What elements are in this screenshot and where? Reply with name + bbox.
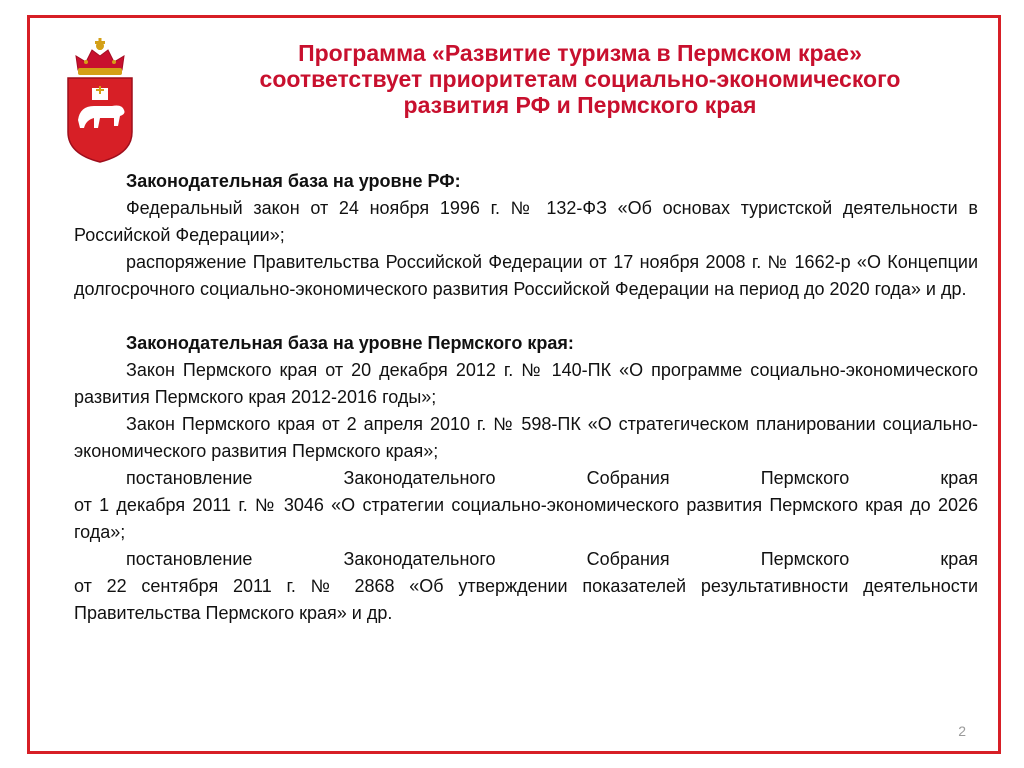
perm-decree-item-body: от 22 сентября 2011 г. № 2868 «Об утверждении показателей результативности деятельности Правительства Пермского края» и др. xyxy=(74,576,978,623)
page-number: 2 xyxy=(958,723,966,739)
perm-decree-item-head: постановление Законодательного Собрания Пермского края xyxy=(126,468,978,488)
title-line: развития РФ и Пермского края xyxy=(403,92,757,118)
perm-law-item: Закон Пермского края от 2 апреля 2010 г. № 598-ПК «О стратегическом планировании социально-экономического развития Пермского края»; xyxy=(74,414,978,461)
perm-decree-item-body: от 1 декабря 2011 г. № 3046 «О стратегии социально-экономического развития Пермского края до 2026 года»; xyxy=(74,495,978,542)
slide-body xyxy=(74,168,978,627)
slide-title xyxy=(160,40,1000,118)
perm-section-heading: Законодательная база на уровне Пермского края: xyxy=(126,333,574,353)
perm-law-item: Закон Пермского края от 20 декабря 2012 г. № 140-ПК «О программе социально-экономического развития Пермского края 2012-2016 годы»; xyxy=(74,360,978,407)
perm-decree-item-head: постановление Законодательного Собрания Пермского края xyxy=(126,549,978,569)
title-line: соответствует приоритетам социально-экономического xyxy=(259,66,901,92)
rf-law-item: распоряжение Правительства Российской Федерации от 17 ноября 2008 г. № 1662-р «О Концепции долгосрочного социально-экономического развития Российской Федерации на период до 2020 года» и др. xyxy=(74,252,978,299)
rf-law-item: Федеральный закон от 24 ноября 1996 г. № 132-ФЗ «Об основах туристской деятельности в Российской Федерации»; xyxy=(74,198,978,245)
title-line: Программа «Развитие туризма в Пермском крае» xyxy=(298,40,862,66)
perm-krai-coat-of-arms-icon xyxy=(64,36,136,164)
section-spacer xyxy=(74,303,978,330)
rf-section-heading: Законодательная база на уровне РФ: xyxy=(126,171,461,191)
